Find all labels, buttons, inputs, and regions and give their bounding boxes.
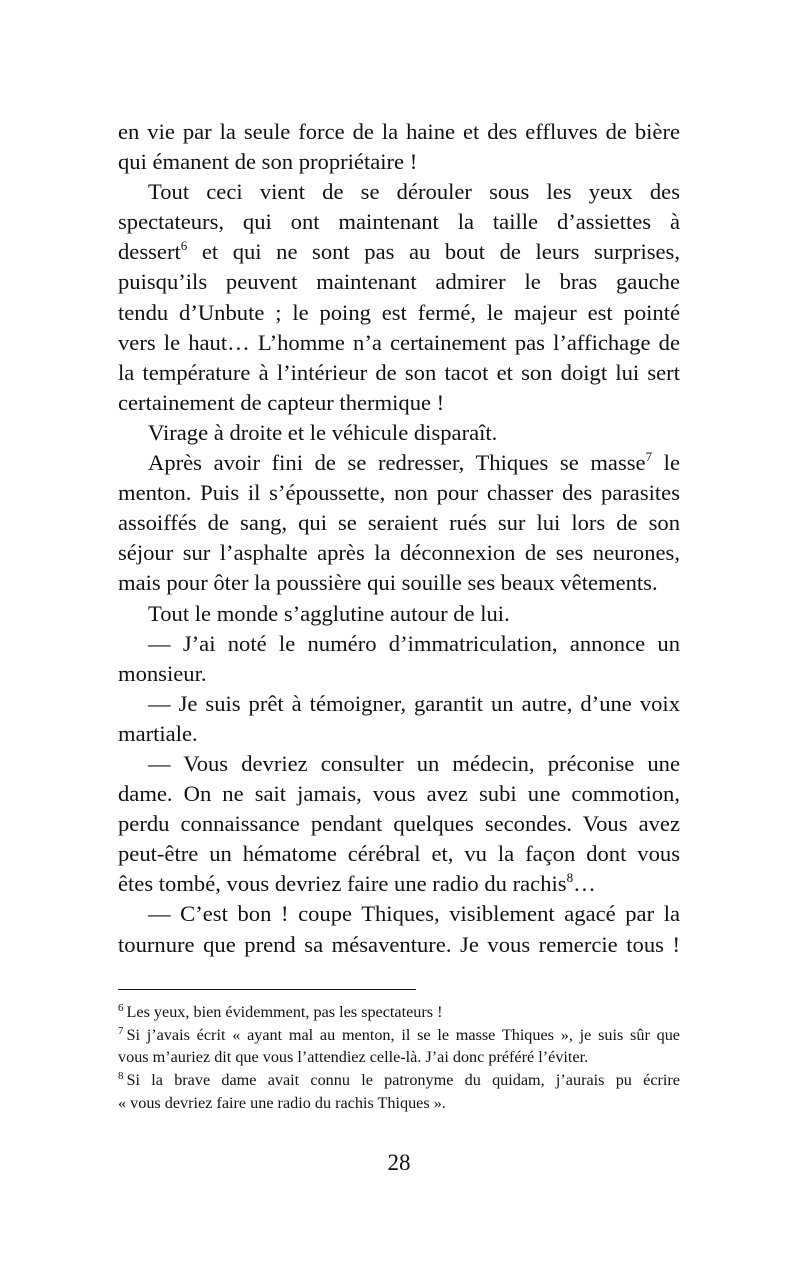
text-line: Tout ceci vient de se dérouler sous les yeux des — [148, 179, 680, 205]
text-line: puisqu’ils peuvent maintenant admirer le bras gauche — [118, 269, 680, 295]
text-line: — J’ai noté le numéro d’immatriculation, annonce un — [148, 630, 680, 656]
text-line — [118, 237, 680, 267]
text-line: — Vous devriez consulter un médecin, préconise une — [148, 750, 680, 776]
text-fragment: … — [573, 871, 596, 897]
text-line: menton. Puis il s’époussette, non pour chasser des parasites — [118, 480, 680, 506]
text-line: vers le haut… L’homme n’a certainement pas l’affichage de — [118, 329, 680, 355]
footnote-8-continued: « vous devriez faire une radio du rachis Thiques ». — [118, 1093, 446, 1112]
footnote-text: Les yeux, bien évidemment, pas les spectateurs ! — [126, 1003, 443, 1021]
text-line: en vie par la seule force de la haine et des effluves de bière — [118, 119, 680, 144]
footnote-ref-8: 8 — [566, 870, 574, 886]
text-line: dame. On ne sait jamais, vous avez subi une commotion, — [118, 781, 680, 807]
footnote-text: Si j’avais écrit « ayant mal au menton, il se le masse Thiques », je suis sûr que — [126, 1025, 680, 1044]
text-line: certainement de capteur thermique ! — [118, 389, 445, 415]
text-line: tournure que prend sa mésaventure. Je vous remercie tous ! — [118, 931, 680, 957]
text-line: Tout le monde s’agglutine autour de lui. — [148, 600, 510, 626]
text-line: spectateurs, qui ont maintenant la taille d’assiettes à — [118, 209, 680, 235]
text-fragment: êtes tombé, vous devriez faire une radio du rachis — [118, 871, 567, 897]
text-fragment: Après avoir fini de se redresser, Thiques se masse — [148, 450, 646, 476]
text-line: — C’est bon ! coupe Thiques, visiblement agacé par la — [148, 901, 680, 927]
text-line: tendu d’Unbute ; le poing est fermé, le majeur est pointé — [118, 299, 680, 325]
footnote-number: 8 — [118, 1070, 124, 1083]
text-fragment: dessert — [118, 239, 181, 265]
text-line: Virage à droite et le véhicule disparaît. — [148, 419, 498, 445]
text-line: martiale. — [118, 720, 198, 746]
footnote-ref-7: 7 — [645, 449, 653, 465]
footnote-divider — [118, 989, 416, 990]
text-line: — Je suis prêt à témoigner, garantit un autre, d’une voix — [148, 690, 680, 716]
page-number: 28 — [387, 1150, 411, 1175]
text-line: assoiffés de sang, qui se seraient rués sur lui lors de son — [118, 510, 680, 536]
footnote-text: Si la brave dame avait connu le patronyme du quidam, j’aurais pu écrire — [126, 1071, 680, 1090]
footnote-7 — [118, 1024, 680, 1047]
text-line: mais pour ôter la poussière qui souille ses beaux vêtements. — [118, 570, 658, 596]
text-fragment: et qui ne sont pas au bout de leurs surprises, — [187, 239, 680, 265]
text-line: la température à l’intérieur de son tacot et son doigt lui sert — [118, 359, 680, 385]
footnotes — [118, 1001, 680, 1114]
text-fragment: le — [652, 450, 680, 476]
text-line: perdu connaissance pendant quelques secondes. Vous avez — [118, 811, 680, 837]
text-line — [118, 448, 680, 478]
text-line — [118, 869, 680, 899]
text-line: peut-être un hématome cérébral et, vu la façon dont vous — [118, 841, 680, 867]
body-text — [118, 117, 680, 960]
text-line: séjour sur l’asphalte après la déconnexion de ses neurones, — [118, 540, 680, 566]
footnote-number: 6 — [118, 1002, 124, 1014]
text-line: monsieur. — [118, 660, 207, 686]
footnote-number: 7 — [118, 1024, 124, 1037]
footnote-8 — [118, 1069, 680, 1092]
footnote-7-continued: vous m’auriez dit que vous l’attendiez celle-là. J’ai donc préféré l’éviter. — [118, 1048, 589, 1067]
footnote-6 — [118, 1001, 680, 1024]
text-line: qui émanent de son propriétaire ! — [118, 149, 418, 175]
footnote-ref-6: 6 — [180, 238, 188, 254]
